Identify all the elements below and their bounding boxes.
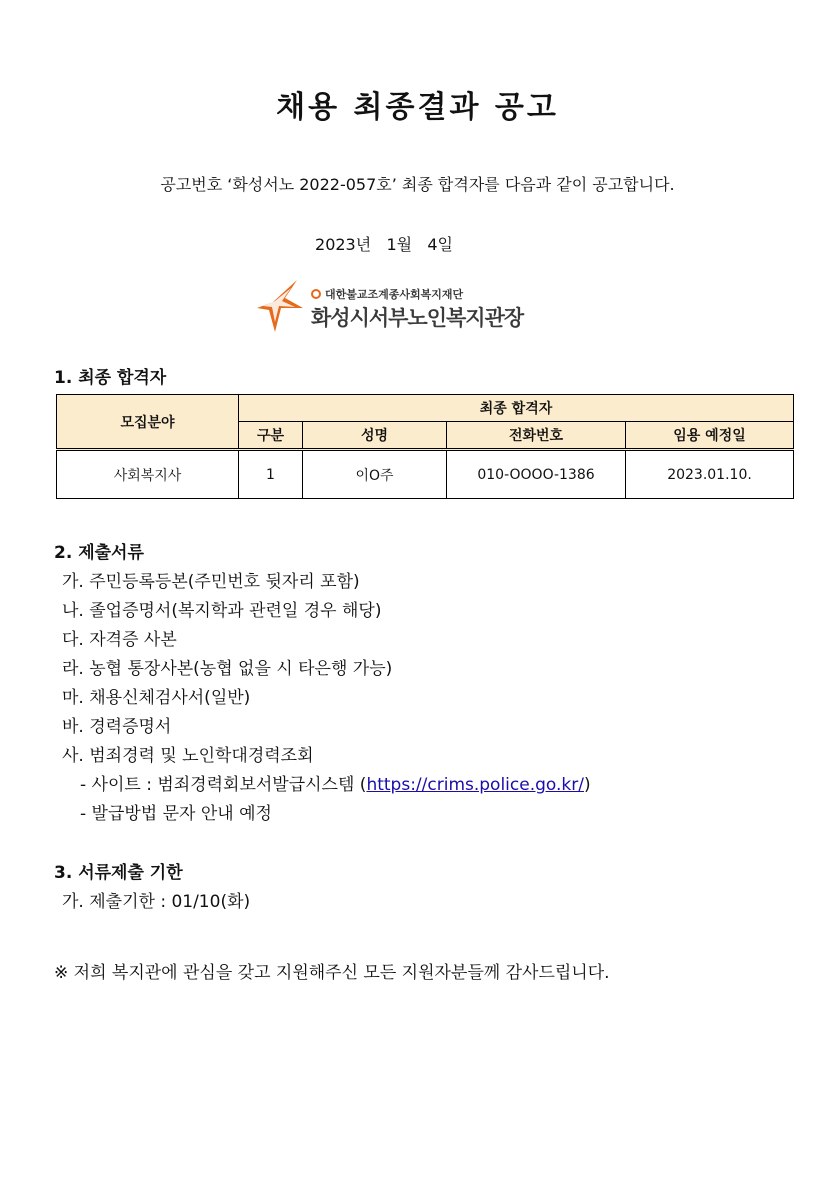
header-phone: 전화번호 xyxy=(447,422,626,450)
header-final-passers: 최종 합격자 xyxy=(239,395,794,422)
sub-item-site xyxy=(80,770,591,795)
crims-link[interactable]: https://crims.police.go.kr/ xyxy=(366,775,584,795)
cell-no: 1 xyxy=(239,450,303,499)
list-item: 바. 경력증명서 xyxy=(62,717,172,737)
list-item: 사. 범죄경력 및 노인학대경력조회 xyxy=(62,746,314,766)
cell-start-date: 2023.01.10. xyxy=(626,450,794,499)
list-item: 나. 졸업증명서(복지학과 관련일 경우 해당) xyxy=(62,601,382,621)
header-no: 구분 xyxy=(239,422,303,450)
section-heading-deadline: 3. 서류제출 기한 xyxy=(54,863,183,883)
list-item: 가. 제출기한 : 01/10(화) xyxy=(62,892,251,912)
header-start-date: 임용 예정일 xyxy=(626,422,794,450)
star-logo-icon xyxy=(255,278,305,334)
organization-logo xyxy=(255,278,585,338)
site-prefix: - 사이트 : 범죄경력회보서발급시스템 ( xyxy=(80,775,367,795)
logo-org-text xyxy=(311,286,463,302)
announcement-date: 2023년 1월 4일 xyxy=(315,235,453,254)
table-row xyxy=(57,450,794,499)
section-heading-documents: 2. 제출서류 xyxy=(54,543,144,563)
cell-phone: 010-OOOO-1386 xyxy=(447,450,626,499)
logo-name-text: 화성시서부노인복지관장 xyxy=(311,306,524,330)
list-item: 마. 채용신체검사서(일반) xyxy=(62,688,251,708)
sub-item-method: - 발급방법 문자 안내 예정 xyxy=(80,804,272,824)
header-field: 모집분야 xyxy=(57,395,239,450)
results-table xyxy=(56,394,794,499)
cell-field: 사회복지사 xyxy=(57,450,239,499)
announcement-intro: 공고번호 ‘화성서노 2022-057호’ 최종 합격자를 다음과 같이 공고합니다. xyxy=(160,175,675,194)
cell-name: 이O주 xyxy=(303,450,447,499)
thanks-note: ※ 저희 복지관에 관심을 갖고 지원해주신 모든 지원자분들께 감사드립니다. xyxy=(54,963,610,983)
header-name: 성명 xyxy=(303,422,447,450)
logo-org-label: 대한불교조계종사회복지재단 xyxy=(325,288,464,301)
list-item: 라. 농협 통장사본(농협 없을 시 타은행 가능) xyxy=(62,659,393,679)
page-title: 채용 최종결과 공고 xyxy=(276,90,559,125)
org-seal-icon xyxy=(311,289,321,299)
list-item: 가. 주민등록등본(주민번호 뒷자리 포함) xyxy=(62,572,360,592)
list-item: 다. 자격증 사본 xyxy=(62,630,177,650)
site-suffix: ) xyxy=(583,775,591,795)
section-heading-final-passers: 1. 최종 합격자 xyxy=(54,368,167,388)
